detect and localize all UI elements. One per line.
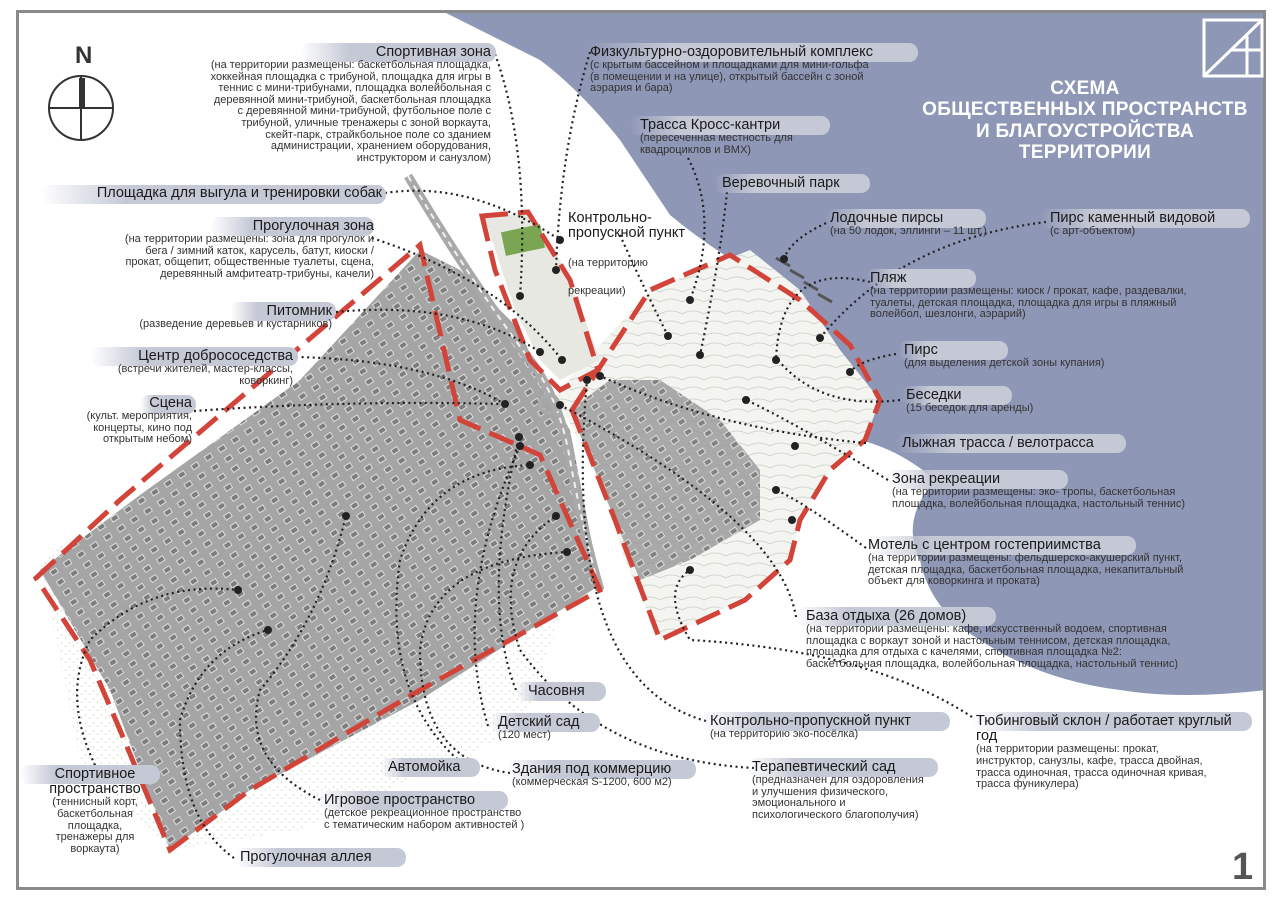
label-stone-pier [1050, 211, 1215, 238]
label-desc: площадка, волейбольная площадка, настольный теннис) [892, 497, 1186, 510]
sheet-title [900, 78, 1270, 163]
label-desc: трибуной, уличные тренажеры с зоной воркаута, [241, 116, 491, 129]
label-title: Веревочный парк [722, 175, 840, 191]
label-desc: (на территории размещены: прокат, [976, 743, 1159, 756]
label-desc: туалеты, детская площадка, площадка для игры в пляжный [870, 296, 1177, 309]
label-title: Пирс [904, 342, 938, 358]
compass-letter: N [75, 42, 93, 69]
label-desc: администрации, хранением оборудования, [270, 140, 491, 153]
label-desc: тренажеры для [55, 831, 135, 844]
label-desc: (на территории размещены: киоск / прокат, кафе, раздевалки, [870, 285, 1187, 298]
label-desc: (120 мест) [498, 729, 551, 742]
label-desc: рекреации) [568, 285, 626, 298]
label-desc: квадроциклов и BMX) [640, 143, 751, 156]
label-desc: инструктор, санузлы, кафе, трасса двойная, [976, 754, 1203, 767]
label-desc: (коммерческая S-1200, 600 м2) [512, 776, 672, 789]
label-desc: (встречи жителей, мастер-классы, [117, 363, 293, 376]
label-play-space [324, 793, 524, 831]
label-commercial [512, 762, 672, 789]
title-line-4: ТЕРРИТОРИИ [1018, 141, 1152, 163]
label-title: Спортивное пространство [49, 766, 141, 798]
label-fitness-complex [590, 45, 873, 95]
label-title: Прогулочная зона [252, 218, 374, 234]
label-desc: (15 беседок для аренды) [906, 402, 1034, 415]
label-desc: объект для коворкинга и проката) [868, 575, 1040, 588]
label-desc: с тематическим набором активностей ) [324, 818, 525, 831]
label-desc: деревянный амфитеатр-трибуны, качели) [160, 267, 374, 280]
label-walk-alley [240, 850, 372, 865]
label-desc: и улучшения физического, [752, 785, 889, 798]
label-checkpoint-rec [568, 194, 685, 315]
label-desc: деревянной мини-трибуной, баскетбольная площадка [213, 93, 491, 106]
label-desc: (пересеченная местность для [640, 132, 793, 145]
label-resort [806, 609, 1178, 670]
label-cross-track [640, 118, 793, 156]
label-nursery [139, 304, 332, 331]
label-desc: бега / зимний каток, карусель, батут, киоски / [145, 244, 374, 257]
label-desc: с деревянной мини-трибуной, футбольное поле с [237, 105, 491, 118]
label-desc: (в помещении и на улице), открытый бассейн с зоной [590, 70, 864, 83]
label-title: Игровое пространство [324, 792, 476, 808]
label-desc: (детское рекреационное пространство [324, 807, 522, 820]
label-desc: волейбол, шезлонги, аэрарий) [870, 308, 1026, 321]
label-desc: инструктором и санузлом) [356, 151, 491, 164]
label-desc: (на территории размещены: кафе, искусственный водоем, спортивная [806, 623, 1167, 636]
architect-logo-icon [1202, 18, 1264, 78]
label-desc: баскетбольная площадка, волейбольная площадка, настольный теннис) [806, 657, 1179, 670]
label-desc: (разведение деревьев и кустарников) [139, 318, 332, 331]
label-desc: концерты, кино под [93, 421, 192, 434]
label-dog-area [97, 186, 382, 201]
title-line-1: СХЕМА [1050, 78, 1120, 99]
north-arrow-icon [44, 42, 118, 142]
label-desc: площадка с воркаут зоной и настольным теннисом, детская площадка, [806, 634, 1171, 647]
label-title: Здания под коммерцию [512, 761, 672, 777]
label-title: Тюбинговый склон / работает круглый год [976, 713, 1232, 745]
label-desc: (культ. мероприятия, [86, 410, 192, 423]
label-desc: эмоционального и [752, 797, 846, 810]
label-desc: площадка для отдыха с качелями, спортивная площадка №2: [806, 646, 1122, 659]
label-rec-zone [892, 472, 1185, 510]
label-title: Трасса Кросс-кантри [640, 117, 781, 133]
label-desc: детская площадка, баскетбольная площадка, некапитальный [868, 563, 1184, 576]
label-desc: коворкинг) [239, 374, 293, 387]
label-desc: прокат, общепит, общественные туалеты, сцена, [125, 256, 374, 269]
label-desc: (на территории размещены: фельдшерско-акушерский пункт, [868, 552, 1183, 565]
label-checkpoint-eco [710, 714, 911, 741]
label-title: Автомойка [388, 759, 461, 775]
label-desc: трасса фуникулера) [976, 778, 1079, 791]
label-title: Пирс каменный видовой [1050, 210, 1216, 226]
label-title: Терапевтический сад [752, 759, 896, 775]
label-title: Пляж [870, 270, 907, 286]
label-title: Физкультурно-оздоровительный комплекс [590, 44, 873, 60]
label-title: Питомник [266, 303, 332, 319]
label-title: Прогулочная аллея [240, 849, 372, 865]
compass-circle [44, 72, 118, 146]
label-desc: открытым небом) [102, 433, 192, 446]
label-sport-space [20, 767, 170, 855]
title-line-3: И БЛАГОУСТРОЙСТВА [976, 120, 1194, 142]
label-title: Сцена [149, 395, 192, 411]
label-title: Детский сад [498, 714, 580, 730]
label-neighbor-center [118, 349, 293, 387]
page-number: 1 [1232, 846, 1254, 888]
label-title: Лодочные пирсы [830, 210, 944, 226]
label-title: Спортивная зона [375, 44, 491, 60]
label-desc: (на территорию [568, 257, 648, 270]
label-title: Контрольно- пропускной пункт [568, 209, 685, 242]
label-pier [904, 343, 1104, 370]
label-desc: (с арт-объектом) [1050, 225, 1136, 238]
label-desc: (на территории размещены: баскетбольная площадка, [210, 59, 491, 72]
label-desc: трасса одиночная, трасса одиночная кривая, [976, 766, 1207, 779]
label-title: Часовня [528, 683, 585, 699]
label-desc: скейт-парк, страйкбольное поле со зданием [265, 128, 491, 141]
label-walk-zone [125, 219, 374, 280]
label-boat-piers [830, 211, 987, 238]
label-title: Зона рекреации [892, 471, 1001, 487]
label-desc: (для выделения детской зоны купания) [904, 357, 1105, 370]
label-sport-zone [211, 45, 491, 164]
label-gazebos [906, 388, 1033, 415]
label-desc: (на территорию эко-посёлка) [710, 728, 859, 741]
label-desc: (с крытым бассейном и площадками для мини-гольфа [590, 59, 869, 72]
label-desc: (на территории размещены: эко- тропы, баскетбольная [892, 486, 1176, 499]
label-beach [870, 271, 1187, 321]
label-desc: хоккейная площадка с трибуной, площадка для игры в [210, 70, 491, 83]
label-desc: площадка, [67, 819, 123, 832]
label-therapy-garden [752, 760, 924, 821]
title-line-2: ОБЩЕСТВЕННЫХ ПРОСТРАНСТВ [922, 99, 1248, 121]
label-desc: аэрария и бара) [590, 82, 673, 95]
label-desc: (предназначен для оздоровления [752, 774, 924, 787]
label-car-wash [388, 760, 460, 775]
label-motel [868, 538, 1183, 588]
label-desc: (на территории размещены: зона для прогулок и [124, 233, 374, 246]
label-desc: (теннисный корт, [52, 796, 138, 809]
label-title: Контрольно-пропускной пункт [710, 713, 911, 729]
label-desc: теннис с мини-трибунами, площадка волейбольная с [218, 82, 491, 95]
label-title: Беседки [906, 387, 962, 403]
label-chapel [528, 684, 585, 699]
label-ski-track [902, 436, 1094, 451]
label-rope-park [722, 176, 840, 191]
label-title: Мотель с центром гостеприимства [868, 537, 1101, 553]
label-tubing [976, 714, 1232, 791]
label-title: Лыжная трасса / велотрасса [902, 435, 1094, 451]
label-desc: баскетбольная [57, 807, 133, 820]
label-desc: (на 50 лодок, эллинги – 11 шт.) [830, 225, 987, 238]
label-desc: воркаута) [70, 842, 120, 855]
label-stage [87, 396, 192, 446]
label-kindergarten [498, 715, 579, 742]
label-title: Площадка для выгула и тренировки собак [96, 185, 382, 201]
label-title: Центр добрососедства [138, 348, 293, 364]
label-desc: психологического благополучия) [752, 808, 919, 821]
label-title: База отдыха (26 домов) [806, 608, 967, 624]
